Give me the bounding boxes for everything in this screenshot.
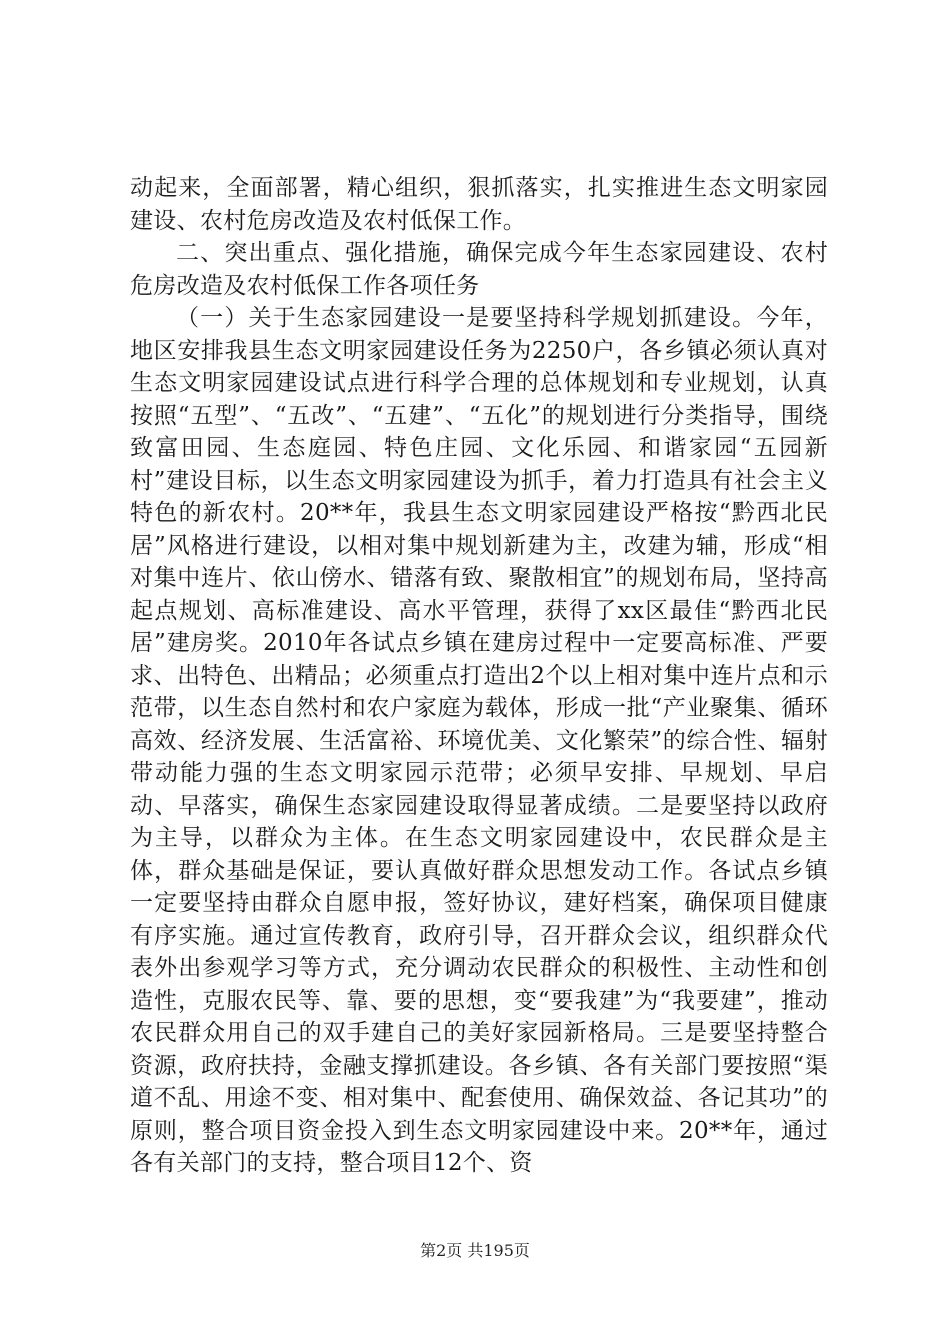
paragraph-continuation: 动起来，全面部署，精心组织，狠抓落实，扎实推进生态文明家园建设、农村危房改造及农村低保工作。 [130, 175, 828, 234]
page-number: 第2页 共195页 [420, 1241, 530, 1260]
paragraph-ecological-homes: （一）关于生态家园建设一是要坚持科学规划抓建设。今年，地区安排我县生态文明家园建设任务为2250户，各乡镇必须认真对生态文明家园建设试点进行科学合理的总体规划和专业规划，认真按照“五型”、“五改”、“五建”、“五化”的规划进行分类指导，围绕致富田园、生态庭园、特色庄园、文化乐园、和谐家园“五园新村”建设目标，以生态文明家园建设为抓手，着力打造具有社会主义特色的新农村。20**年，我县生态文明家园建设严格按“黔西北民居”风格进行建设，以相对集中规划新建为主，改建为辅，形成“相对集中连片、依山傍水、错落有致、聚散相宜”的规划布局，坚持高起点规划、高标准建设、高水平管理，获得了xx区最佳“黔西北民居”建房奖。2010年各试点乡镇在建房过程中一定要高标准、严要求、出特色、出精品；必须重点打造出2个以上相对集中连片点和示范带，以生态自然村和农户家庭为载体，形成一批“产业聚集、循环高效、经济发展、生活富裕、环境优美、文化繁荣”的综合性、辐射带动能力强的生态文明家园示范带；必须早安排、早规划、早启动、早落实，确保生态家园建设取得显著成绩。二是要坚持以政府为主导，以群众为主体。在生态文明家园建设中，农民群众是主体，群众基础是保证，要认真做好群众思想发动工作。各试点乡镇一定要坚持由群众自愿申报，签好协议，建好档案，确保项目健康有序实施。通过宣传教育，政府引导，召开群众会议，组织群众代表外出参观学习等方式，充分调动农民群众的积极性、主动性和创造性，克服农民等、靠、要的思想，变“要我建”为“我要建”，推动农民群众用自己的双手建自己的美好家园新格局。三是要坚持整合资源，政府扶持，金融支撑抓建设。各乡镇、各有关部门要按照“渠道不乱、用途不变、相对集中、配套使用、确保效益、各记其功”的原则，整合项目资金投入到生态文明家园建设中来。20**年，通过各有关部门的支持，整合项目12个、资 [130, 305, 828, 1176]
body-text [130, 172, 828, 1180]
section-heading: 二、突出重点、强化措施，确保完成今年生态家园建设、农村危房改造及农村低保工作各项任务 [130, 240, 828, 299]
